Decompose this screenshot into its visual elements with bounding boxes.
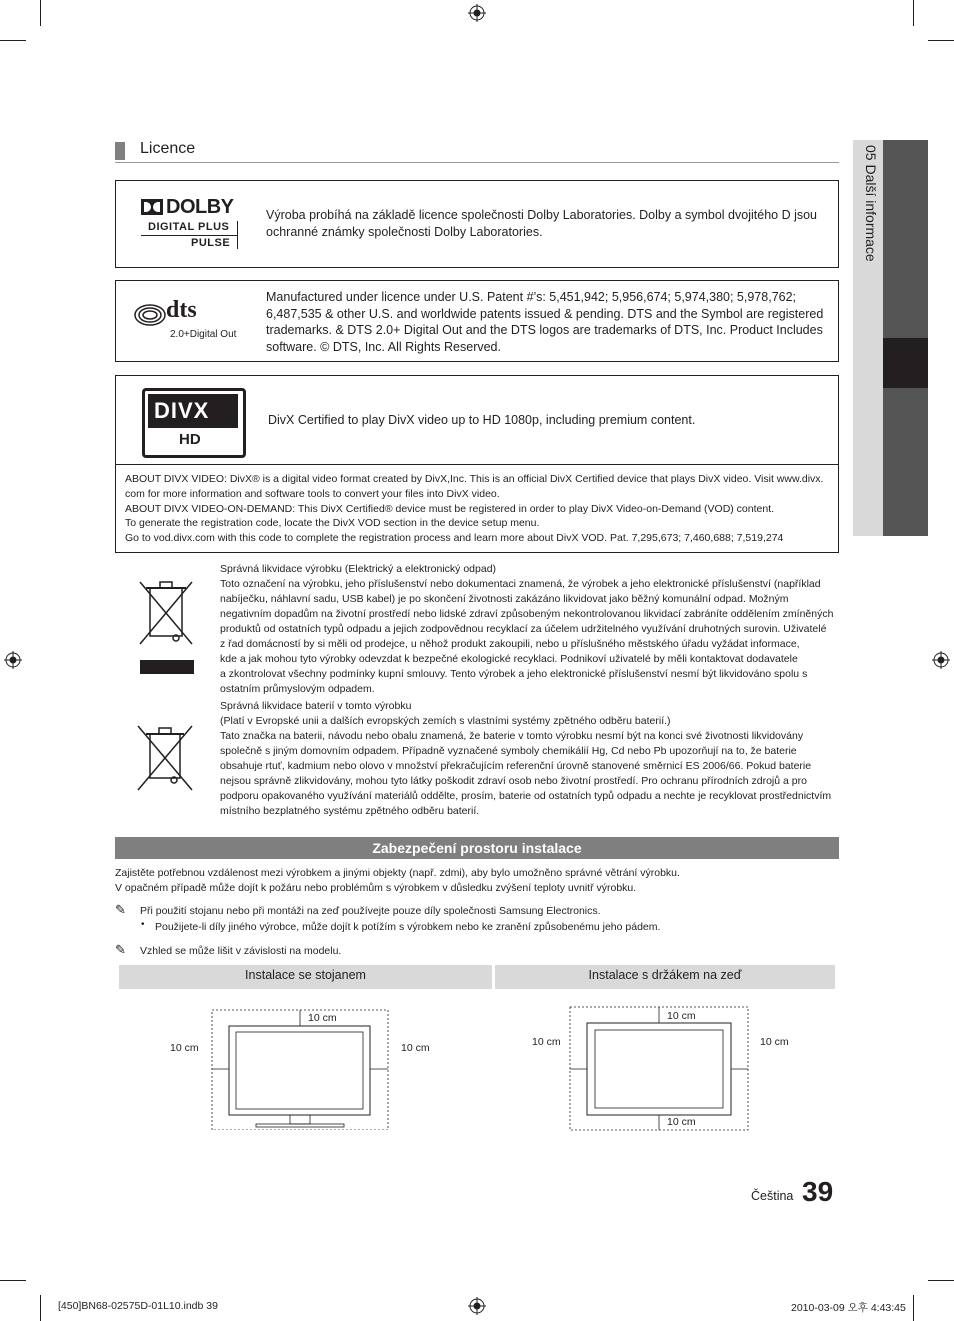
page-number: 39 bbox=[802, 1176, 834, 1207]
battery-disposal-title: Správná likvidace baterií v tomto výrobku bbox=[220, 700, 412, 712]
divx-about-text: ABOUT DIVX VIDEO: DivX® is a digital video format created by DivX,Inc. This is an official DivX Certified device that plays DivX video. Visit www.divx. com for more information and software tools to convert your files into DivX video. ABOUT DIVX VIDEO-ON-DEMAND: This DivX Certified® device must be registered in order to play DivX Video-on-Demand (VOD) content. To generate the registration code, locate the DivX VOD section in the device setup menu. Go to vod.divx.com with this code to complete the registration process and learn more about DivX VOD. Pat. 7,295,673; 7,460,688; 7,519,274 bbox=[125, 473, 824, 545]
chapter-side-tab bbox=[853, 140, 928, 536]
crop-mark bbox=[913, 1295, 914, 1321]
divx-logo-hd: HD bbox=[179, 431, 201, 448]
registration-mark-icon bbox=[932, 651, 950, 669]
weee-disposal-title: Správná likvidace výrobku (Elektrický a elektronický odpad) bbox=[220, 563, 497, 575]
crop-mark bbox=[928, 40, 954, 41]
note-pencil-icon: ✎ bbox=[115, 942, 126, 957]
stand-clearance-diagram bbox=[200, 1005, 400, 1130]
crop-mark bbox=[0, 40, 26, 41]
installation-intro: Zajistěte potřebnou vzdálenost mezi výrobkem a jinými objekty (např. zdmi), aby bylo umožněno správné větrání výrobku. V opačném případě může dojít k požáru nebo problémům s výrobkem v důsledku zvýšení teploty uvnitř výrobku. bbox=[115, 867, 680, 894]
wall-bottom-clearance: 10 cm bbox=[667, 1116, 696, 1128]
installation-note-1: Při použití stojanu nebo při montáži na zeď používejte pouze díly společnosti Samsung Electronics. bbox=[140, 905, 601, 917]
crop-mark bbox=[928, 1280, 954, 1281]
licence-heading-text: Licence bbox=[140, 140, 196, 157]
dolby-logo-line1: DIGITAL PLUS bbox=[148, 221, 230, 233]
bullet-icon: • bbox=[141, 919, 145, 930]
weee-disposal-text: Správná likvidace výrobku (Elektrický a elektronický odpad) Toto označení na výrobku, jeho příslušenství nebo dokumentaci znamená, že výrobek a jeho elektronické příslušenství (například nabíječku, náhlavní sadu, USB kabel) je po skončení životnosti zakázáno likvidovat jako běžný komunální odpad. Možným negativním dopadům na životní prostředí nebo lidské zdraví způsobeným nekontrolovanou likvidací zabráníte oddělením zmíněných produktů od ostatních typů odpadu a jejich zodpovědnou recyklací za účelem udržitelného využívání druhotných surovin. Uživatelé z řad domácností by si měli od prodejce, u něhož produkt zakoupili, nebo u příslušného městského úřadu vyžádat informace, kde a jak mohou tyto výrobky odevzdat k bezpečné ekologické recyklaci. Podnikoví uživatelé by měli kontaktovat dodavatele a zkontrolovat všechny podmínky kupní smlouvy. Tento výrobek a jeho elektronické příslušenství nesmí být likvidováno spolu s ostatním průmyslovým odpadem. bbox=[220, 562, 840, 697]
wall-top-clearance: 10 cm bbox=[667, 1010, 696, 1022]
divx-licence-text: DivX Certified to play DivX video up to HD 1080p, including premium content. bbox=[268, 413, 696, 427]
dts-logo bbox=[134, 297, 244, 341]
stand-top-clearance: 10 cm bbox=[308, 1012, 337, 1024]
dolby-licence-text: Výroba probíhá na základě licence společnosti Dolby Laboratories. Dolby a symbol dvojitého D jsou ochranné známky společnosti Dolby Laboratories. bbox=[266, 208, 818, 239]
dts-swirl-icon bbox=[134, 303, 166, 327]
installation-note-2: Vzhled se může lišit v závislosti na modelu. bbox=[140, 945, 342, 957]
divx-licence-box bbox=[115, 375, 839, 553]
chapter-label: 05 Další informace bbox=[863, 145, 879, 262]
crossed-bin-icon bbox=[136, 574, 196, 674]
dolby-logo-text: DOLBY bbox=[166, 196, 234, 218]
battery-disposal-text: Správná likvidace baterií v tomto výrobku (Platí v Evropské unii a dalších evropských zemích s vlastními systémy zpětného odběru baterií.) Tato značka na baterii, návodu nebo obalu znamená, že baterie v tomto výrobku nesmí být na konci své životnosti likvidovány společně s jiným domovním odpadem. Případně vyznačené symboly chemikálií Hg, Cd nebo Pb upozorňují na to, že baterie obsahuje rtuť, kadmium nebo olovo v množství překračujícím referenční úrovně stanovené směrnicí ES 2006/66. Pokud baterie nejsou správně zlikvidovány, mohou tyto látky poškodit zdraví osob nebo životní prostředí. Pro ochranu přírodních zdrojů a pro podporu opakovaného využívání materiálů oddělte, prosím, baterie od ostatních typů odpadu a nechte je recyklovat prostřednictvím místního bezplatného systému zpětného odběru baterií. bbox=[220, 699, 840, 819]
wall-clearance-diagram bbox=[565, 1005, 755, 1132]
dts-licence-box bbox=[115, 280, 839, 362]
dts-logo-subtext: 2.0+Digital Out bbox=[170, 329, 237, 340]
footer-language: Čeština bbox=[751, 1189, 794, 1203]
dolby-licence-box bbox=[115, 180, 839, 268]
note-pencil-icon: ✎ bbox=[115, 902, 126, 917]
crop-mark bbox=[0, 1280, 26, 1281]
installation-heading: Zabezpečení prostoru instalace bbox=[115, 837, 839, 859]
registration-mark-icon bbox=[4, 651, 22, 669]
dolby-logo-line2: PULSE bbox=[191, 237, 231, 249]
licence-heading bbox=[115, 140, 839, 163]
dolby-double-d-icon bbox=[141, 199, 163, 215]
crop-mark bbox=[913, 0, 914, 26]
stand-left-clearance: 10 cm bbox=[170, 1042, 199, 1054]
dts-logo-text: dts bbox=[166, 297, 197, 323]
stand-right-clearance: 10 cm bbox=[401, 1042, 430, 1054]
divx-logo-text: DIVX bbox=[154, 398, 210, 423]
crop-mark bbox=[40, 1295, 41, 1321]
registration-mark-icon bbox=[468, 1297, 486, 1315]
footer-file-info: [450]BN68-02575D-01L10.indb 39 bbox=[58, 1300, 218, 1312]
dts-licence-text: Manufactured under licence under U.S. Patent #’s: 5,451,942; 5,956,674; 5,974,380; 5,978,762; 6,487,535 & other U.S. and worldwide patents issued & pending. DTS and the Symbol are registered trademarks. & DTS 2.0+ Digital Out and the DTS logos are trademarks of DTS, Inc. Product Includes software. © DTS, Inc. All Rights Reserved. bbox=[266, 290, 824, 354]
footer-timestamp: 2010-03-09 오후 4:43:45 bbox=[791, 1302, 906, 1314]
stand-installation-header: Instalace se stojanem bbox=[119, 965, 492, 989]
registration-mark-icon bbox=[468, 4, 486, 22]
wall-left-clearance: 10 cm bbox=[532, 1036, 561, 1048]
crop-mark bbox=[40, 0, 41, 26]
dolby-logo bbox=[141, 197, 245, 251]
divx-logo bbox=[142, 388, 246, 458]
wall-installation-header: Instalace s držákem na zeď bbox=[495, 965, 835, 989]
installation-bullet-1: Použijete-li díly jiného výrobce, může dojít k potížím s výrobkem nebo ke zranění způsobenému jeho pádem. bbox=[155, 921, 661, 933]
crossed-battery-bin-icon bbox=[134, 722, 196, 794]
wall-right-clearance: 10 cm bbox=[760, 1036, 789, 1048]
